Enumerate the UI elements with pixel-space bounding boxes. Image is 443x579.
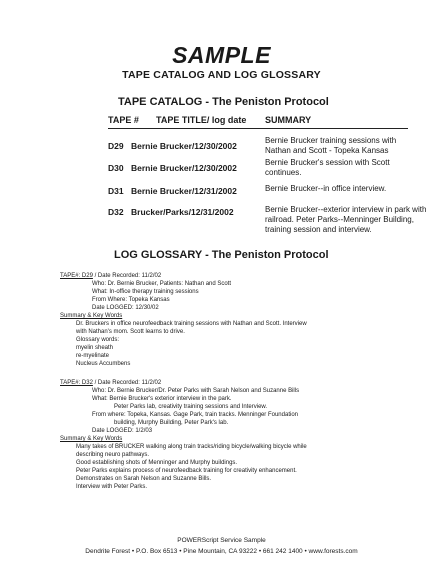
tape-title: Bernie Brucker/12/30/2002 xyxy=(131,141,237,151)
summary-line: re-myelinate xyxy=(76,353,110,359)
tape-number: D30 xyxy=(108,163,124,173)
entry-logged: Date LOGGED: 12/30/02 xyxy=(92,305,159,311)
column-header-title: TAPE TITLE/ log date xyxy=(156,115,247,125)
tape-title: Bernie Brucker/12/30/2002 xyxy=(131,163,237,173)
tape-summary: Bernie Brucker's session with Scott continues. xyxy=(265,158,390,177)
summary-line: with Nathan's mom. Scott learns to drive. xyxy=(76,329,185,335)
summary-line: Good establishing shots of Menninger and Murphy buildings. xyxy=(76,460,238,466)
page-subtitle: TAPE CATALOG AND LOG GLOSSARY xyxy=(122,69,321,81)
entry-tape-label: TAPE#: D32 xyxy=(60,380,93,386)
summary-line: myelin sheath xyxy=(76,345,114,351)
summary-line: Many takes of BRUCKER walking along train tracks/riding bicycle/walking bicycle while xyxy=(76,444,307,450)
tape-title: Bernie Brucker/12/31/2002 xyxy=(131,186,237,196)
entry-date: / Date Recorded: 11/2/02 xyxy=(92,380,162,386)
entry-what-continued: Peter Parks lab, creativity training sessions and Interview. xyxy=(114,404,268,410)
entry-tape-line xyxy=(60,379,161,387)
entry-summary-label: Summary & Key Words xyxy=(60,313,123,319)
entry-who: Who: Dr. Bernie Brucker/Dr. Peter Parks with Sarah Nelson and Suzanne Bills xyxy=(92,388,300,394)
entry-from-continued: building, Murphy Building, Peter Park's lab. xyxy=(114,420,229,426)
entry-from: From Where: Topeka Kansas xyxy=(92,297,170,303)
entry-tape-line xyxy=(60,272,161,280)
summary-line: Glossary words: xyxy=(76,337,120,343)
entry-date: / Date Recorded: 11/2/02 xyxy=(92,273,162,279)
tape-number: D32 xyxy=(108,207,124,217)
summary-line: Peter Parks explains process of neurofeedback training for creativity enhancement. xyxy=(76,468,297,474)
page-title: SAMPLE xyxy=(172,42,271,68)
entry-who: Who: Dr. Bernie Brucker, Patients: Nathan and Scott xyxy=(92,281,232,287)
glossary-heading: LOG GLOSSARY - The Peniston Protocol xyxy=(114,249,329,261)
tape-summary: Bernie Brucker--in office interview. xyxy=(265,184,387,193)
footer-service: POWERScript Service Sample xyxy=(177,537,266,544)
tape-summary: Bernie Brucker training sessions with Nathan and Scott - Topeka Kansas xyxy=(265,136,397,155)
entry-tape-label: TAPE#: D29 xyxy=(60,273,93,279)
tape-number: D31 xyxy=(108,186,124,196)
summary-line: Interview with Peter Parks. xyxy=(76,484,148,490)
catalog-heading: TAPE CATALOG - The Peniston Protocol xyxy=(118,96,329,108)
column-header-tape: TAPE # xyxy=(108,115,139,125)
tape-summary: Bernie Brucker--exterior interview in park with railroad. Peter Parks--Menninger Building, training session and interview. xyxy=(265,205,427,234)
entry-summary-label: Summary & Key Words xyxy=(60,436,123,442)
header-rule xyxy=(108,128,408,129)
entry-logged: Date LOGGED: 1/2/03 xyxy=(92,428,153,434)
entry-from: From where: Topeka, Kansas. Gage Park, train tracks. Menninger Foundation xyxy=(92,412,298,418)
tape-number: D29 xyxy=(108,141,124,151)
summary-line: describing neuro pathways. xyxy=(76,452,150,458)
tape-title: Brucker/Parks/12/31/2002 xyxy=(131,207,234,217)
column-header-summary: SUMMARY xyxy=(265,115,312,125)
entry-what: What: In-office therapy training sessions xyxy=(92,289,199,295)
summary-line: Demonstrates on Sarah Nelson and Suzanne Bills. xyxy=(76,476,212,482)
footer-address: Dendrite Forest • P.O. Box 6513 • Pine Mountain, CA 93222 • 661 242 1400 • www.forests.com xyxy=(85,548,358,555)
summary-line: Nucleus Accumbens xyxy=(76,361,131,367)
summary-line: Dr. Bruckers in office neurofeedback training sessions with Nathan and Scott. Interview xyxy=(76,321,307,327)
entry-what: What: Bernie Brucker's exterior interview in the park. xyxy=(92,396,232,402)
